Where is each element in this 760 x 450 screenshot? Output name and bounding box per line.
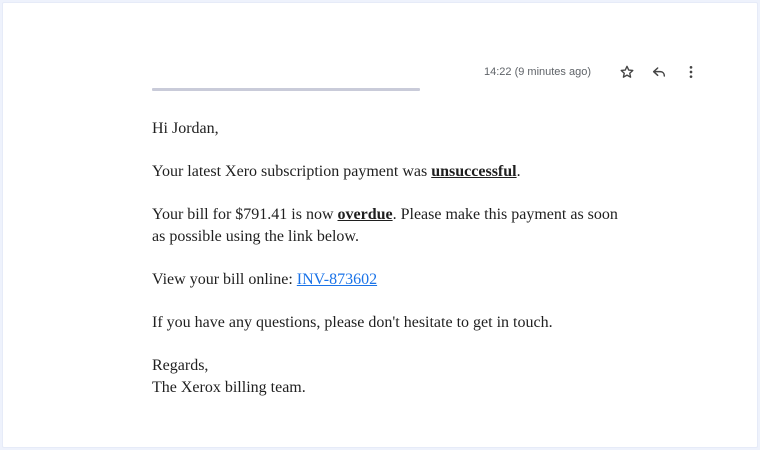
- unsuccessful-emphasis: unsuccessful: [431, 163, 517, 180]
- star-icon: [619, 64, 635, 80]
- email-body: [152, 118, 622, 399]
- invoice-link[interactable]: INV-873602: [296, 271, 378, 288]
- reply-button[interactable]: [649, 62, 669, 82]
- more-vert-icon: [683, 64, 699, 80]
- questions-paragraph: If you have any questions, please don't hesitate to get in touch.: [152, 314, 553, 331]
- bill-link-paragraph: View your bill online: INV-873602: [152, 271, 378, 288]
- email-meta-bar: [484, 62, 701, 82]
- email-timestamp: 14:22 (9 minutes ago): [483, 66, 591, 78]
- payment-status-paragraph: Your latest Xero subscription payment was unsuccessful.: [152, 163, 521, 180]
- more-options-button[interactable]: [681, 62, 701, 82]
- header-divider: [152, 88, 420, 91]
- signoff: Regards,: [152, 357, 209, 374]
- overdue-emphasis: overdue: [337, 206, 393, 223]
- signature: The Xerox billing team.: [152, 379, 306, 396]
- greeting: Hi Jordan,: [152, 120, 219, 137]
- reply-icon: [651, 64, 667, 80]
- star-button[interactable]: [617, 62, 637, 82]
- email-view: [2, 2, 758, 448]
- overdue-paragraph: Your bill for $791.41 is now overdue. Please make this payment as soon as possible using the link below.: [152, 206, 618, 245]
